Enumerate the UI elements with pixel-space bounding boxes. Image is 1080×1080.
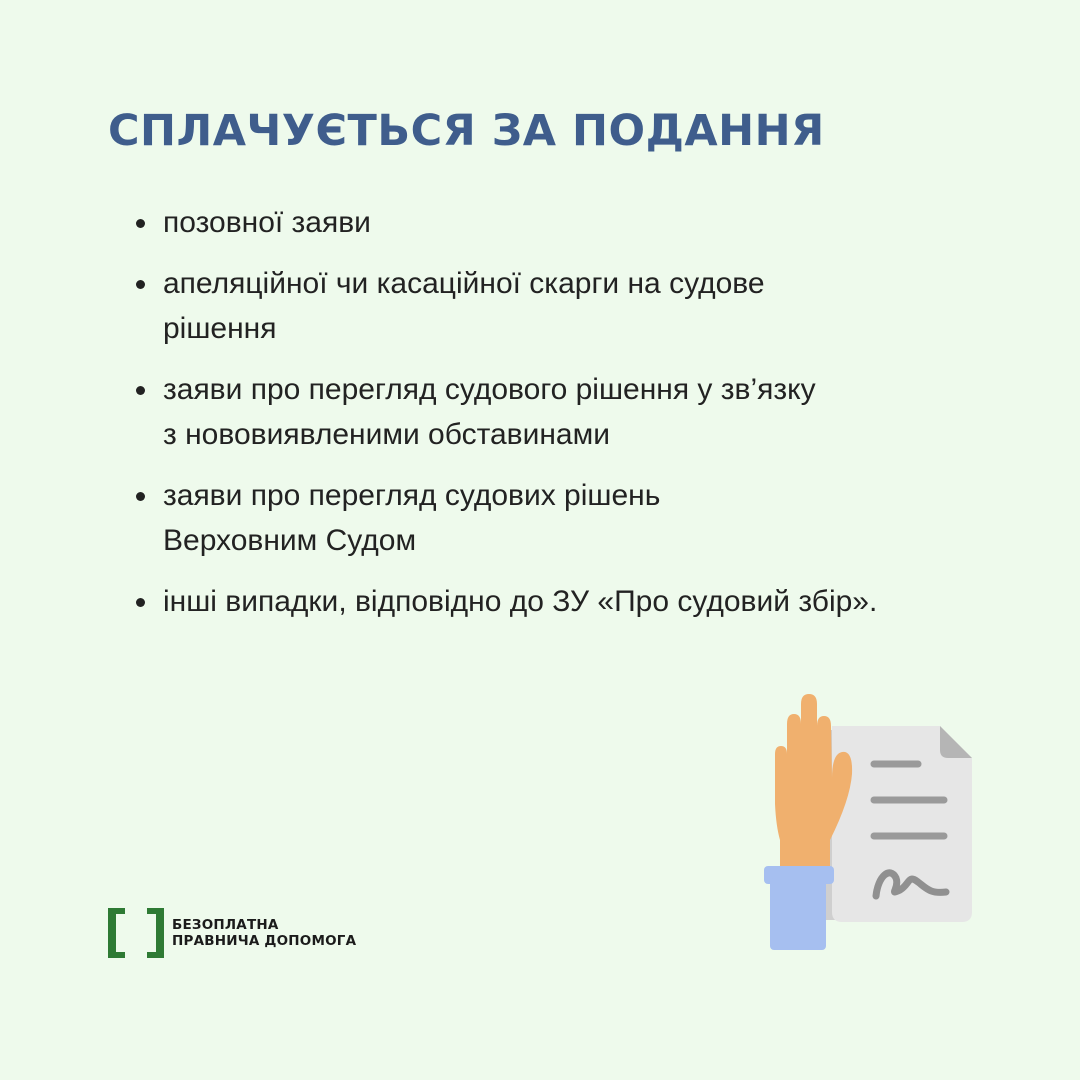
- list-item: [136, 200, 986, 245]
- list-item-text: апеляційної чи касаційної скарги на судове: [163, 267, 765, 300]
- bullet-icon: [136, 598, 145, 607]
- logo-text-line: БЕЗОПЛАТНА: [172, 917, 279, 933]
- bullet-icon: [136, 219, 145, 228]
- list-item-text: позовної заяви: [163, 206, 371, 239]
- page-title: СПЛАЧУЄТЬСЯ ЗА ПОДАННЯ: [108, 106, 825, 156]
- logo-text: [172, 917, 356, 949]
- list-item-text: Верховним Судом: [163, 524, 417, 557]
- list-item: [136, 367, 986, 457]
- list-item-text: заяви про перегляд судових рішень: [163, 479, 661, 512]
- organization-logo: [108, 908, 356, 958]
- list-item: [136, 473, 986, 563]
- list-item-text: з нововиявленими обставинами: [163, 418, 610, 451]
- raised-hand-document-icon: [740, 680, 980, 970]
- list-item-text: заяви про перегляд судового рішення у зв’язку: [163, 373, 816, 406]
- bullet-icon: [136, 386, 145, 395]
- list-item: [136, 261, 986, 351]
- fee-cases-list: [136, 200, 986, 640]
- bracket-logo-icon: [108, 908, 164, 958]
- list-item-text: рішення: [163, 312, 277, 345]
- list-item: [136, 579, 986, 624]
- bullet-icon: [136, 492, 145, 501]
- list-item-text: інші випадки, відповідно до ЗУ «Про судовий збір».: [163, 585, 878, 618]
- bullet-icon: [136, 280, 145, 289]
- logo-text-line: ПРАВНИЧА ДОПОМОГА: [172, 933, 357, 949]
